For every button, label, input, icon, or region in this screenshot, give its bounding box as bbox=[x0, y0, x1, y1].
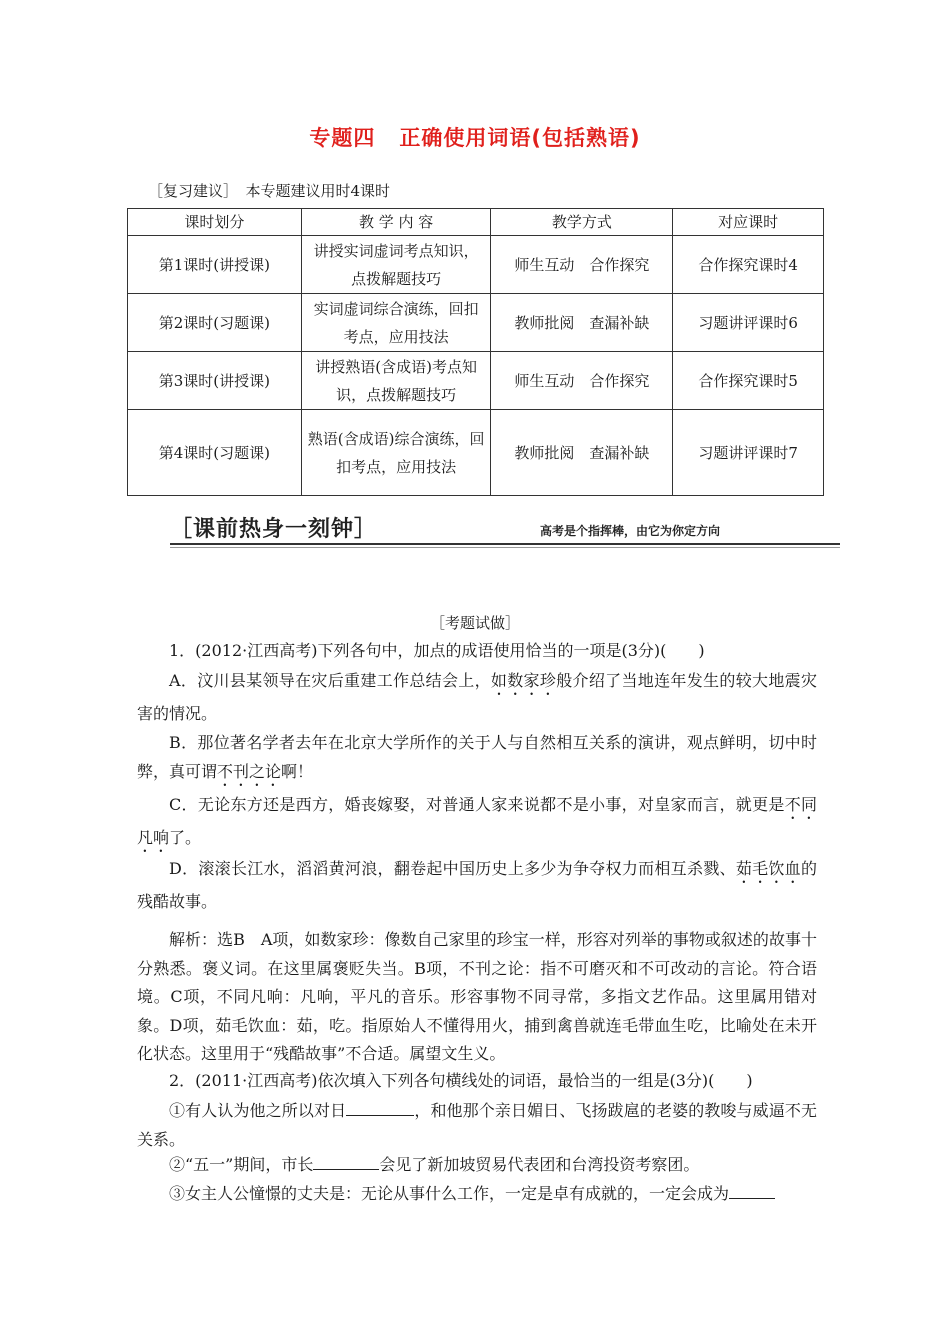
warmup-banner bbox=[170, 512, 840, 546]
table-cell: 习题讲评课时6 bbox=[673, 294, 824, 352]
sentence-3: ③女主人公憧憬的丈夫是：无论从事什么工作，一定是卓有成就的，一定会成为 bbox=[137, 1179, 817, 1208]
review-advice: ［复习建议］ 本专题建议用时4课时 bbox=[148, 182, 391, 200]
option-b: B．那位著名学者去年在北京大学所作的关于人与自然相互关系的演讲，观点鲜明，切中时弊，真可谓不刊之论啊！ bbox=[137, 733, 817, 781]
dotted-idiom: 不刊之论 bbox=[217, 762, 282, 781]
page-title: 专题四 正确使用词语(包括熟语) bbox=[309, 126, 641, 150]
table-cell: 教师批阅 查漏补缺 bbox=[491, 294, 673, 352]
table-cell: 讲授熟语(含成语)考点知识，点拨解题技巧 bbox=[301, 352, 491, 410]
question-2-stem: 2．(2011·江西高考)依次填入下列各句横线处的词语，最恰当的一组是(3分)( ) bbox=[169, 1071, 753, 1090]
table-cell: 合作探究课时4 bbox=[673, 236, 824, 294]
table-cell: 第4课时(习题课) bbox=[128, 410, 302, 496]
header-cell: 教学方式 bbox=[491, 209, 673, 236]
fill-blank bbox=[313, 1151, 379, 1170]
table-header-row bbox=[128, 209, 824, 236]
question-1-stem: 1．(2012·江西高考)下列各句中，加点的成语使用恰当的一项是(3分)( ) bbox=[169, 641, 705, 660]
table-cell: 师生互动 合作探究 bbox=[491, 236, 673, 294]
header-cell: 对应课时 bbox=[673, 209, 824, 236]
banner-rule bbox=[170, 547, 840, 548]
table-cell: 熟语(含成语)综合演练，回扣考点，应用技法 bbox=[301, 410, 491, 496]
banner-rule bbox=[170, 543, 840, 545]
dotted-idiom: 如数家珍 bbox=[490, 671, 557, 690]
table-cell: 合作探究课时5 bbox=[673, 352, 824, 410]
option-a: A．汶川县某领导在灾后重建工作总结会上，如数家珍般介绍了当地连年发生的较大地震灾害的情况。 bbox=[137, 671, 817, 723]
sentence-1: ①有人认为他之所以对日 ，和他那个亲日媚日、飞扬跋扈的老婆的教唆与威逼不无关系。 bbox=[137, 1096, 817, 1154]
sentence-2: ②“五一”期间，市长 会见了新加坡贸易代表团和台湾投资考察团。 bbox=[137, 1150, 817, 1179]
table-row bbox=[128, 410, 824, 496]
dotted-idiom: 不同凡响 bbox=[137, 795, 817, 847]
table-cell: 第3课时(讲授课) bbox=[128, 352, 302, 410]
header-cell: 教 学 内 容 bbox=[301, 209, 491, 236]
table-cell: 习题讲评课时7 bbox=[673, 410, 824, 496]
table-cell: 教师批阅 查漏补缺 bbox=[491, 410, 673, 496]
schedule-table bbox=[127, 208, 824, 496]
table-cell: 师生互动 合作探究 bbox=[491, 352, 673, 410]
table-row bbox=[128, 236, 824, 294]
table-cell: 实词虚词综合演练，回扣考点，应用技法 bbox=[301, 294, 491, 352]
table-row bbox=[128, 352, 824, 410]
fill-blank bbox=[729, 1180, 775, 1199]
table-cell: 讲授实词虚词考点知识，点拨解题技巧 bbox=[301, 236, 491, 294]
table-row bbox=[128, 294, 824, 352]
banner-slogan: 高考是个指挥棒，由它为你定方向 bbox=[539, 524, 720, 538]
table-cell: 第2课时(习题课) bbox=[128, 294, 302, 352]
analysis-text: 解析：选B A项，如数家珍：像数自己家里的珍宝一样，形容对列举的事物或叙述的故事十分熟悉。褒义词。在这里属褒贬失当。B项，不刊之论：指不可磨灭和不可改动的言论。符合语境。C项，不同凡响：凡响，平凡的音乐。形容事物不同寻常，多指文艺作品。这里属用错对象。D项，茹毛饮血：茹，吃。指原始人不懂得用火，捕到禽兽就连毛带血生吃，比喻处在未开化状态。这里用于“残酷故事”不合适。属望文生义。 bbox=[137, 930, 817, 1063]
fill-blank bbox=[346, 1097, 414, 1116]
option-c: C．无论东方还是西方，婚丧嫁娶，对普通人家来说都不是小事，对皇家而言，就更是不同凡响了。 bbox=[137, 795, 817, 847]
section-title: ［考题试做］ bbox=[429, 614, 520, 632]
dotted-idiom: 茹毛饮血 bbox=[735, 859, 801, 878]
option-d: D．滚滚长江水，滔滔黄河浪，翻卷起中国历史上多少为争夺权力而相互杀戮、茹毛饮血的残酷故事。 bbox=[137, 859, 817, 911]
banner-title: ［课前热身一刻钟］ bbox=[170, 517, 378, 542]
table-cell: 第1课时(讲授课) bbox=[128, 236, 302, 294]
header-cell: 课时划分 bbox=[128, 209, 302, 236]
